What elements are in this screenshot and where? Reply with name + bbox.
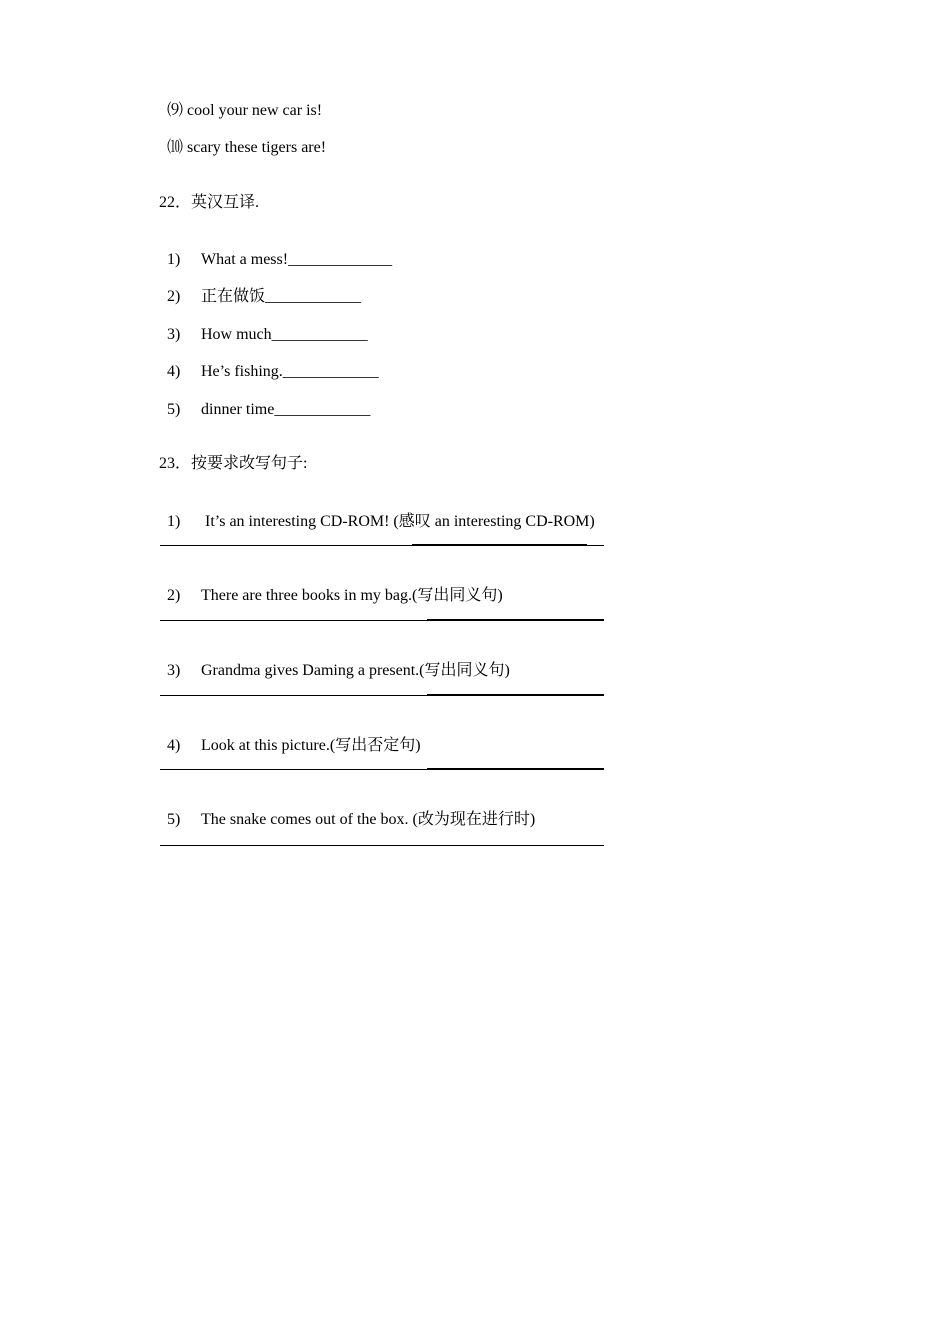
item-number: 1) — [167, 513, 181, 530]
q23-item-5 — [159, 790, 535, 830]
item-text: How much____________ — [201, 326, 368, 343]
q22-item-2 — [159, 267, 361, 307]
question-23-title: 23．按要求改写句子: — [159, 455, 308, 472]
q23-item-2 — [159, 566, 503, 606]
item-number: 1) — [167, 251, 181, 268]
q22-item-3 — [159, 305, 368, 345]
item-number: 2) — [167, 288, 181, 305]
item-number: 4) — [167, 737, 181, 754]
prev-item-9 — [159, 81, 322, 121]
item-text: What a mess!_____________ — [201, 251, 393, 268]
item-number: 2) — [167, 587, 181, 604]
q23-item-1 — [159, 492, 595, 532]
answer-line-segment — [412, 544, 587, 546]
item-number: 3) — [167, 662, 181, 679]
answer-line-segment — [427, 619, 604, 621]
answer-line-1[interactable] — [160, 545, 604, 546]
item-number: 5) — [167, 811, 181, 828]
item-text: dinner time____________ — [201, 401, 371, 418]
answer-line-5[interactable] — [160, 845, 604, 846]
answer-line-segment — [427, 694, 604, 696]
q22-item-1 — [159, 230, 392, 270]
item-number: 3) — [167, 326, 181, 343]
answer-line-segment — [427, 768, 604, 770]
item-text: Look at this picture.(写出否定句) — [201, 737, 421, 754]
item-text: scary these tigers are! — [183, 139, 327, 156]
q22-item-4 — [159, 342, 379, 382]
q22-item-5 — [159, 380, 370, 420]
item-number: 4) — [167, 363, 181, 380]
item-text: cool your new car is! — [183, 102, 323, 119]
item-number: ⑼ — [167, 102, 184, 119]
answer-line-4[interactable] — [160, 769, 604, 770]
item-text: There are three books in my bag.(写出同义句) — [201, 587, 503, 604]
item-text: It’s an interesting CD-ROM! (感叹 an interesting CD-ROM) — [201, 513, 595, 530]
q23-item-4 — [159, 716, 421, 756]
question-22-title: 22．英汉互译. — [159, 194, 260, 211]
answer-line-2[interactable] — [160, 620, 604, 621]
item-text: 正在做饭____________ — [201, 288, 362, 305]
item-text: Grandma gives Daming a present.(写出同义句) — [201, 662, 510, 679]
item-text: He’s fishing.____________ — [201, 363, 379, 380]
item-number: 5) — [167, 401, 181, 418]
prev-item-10 — [159, 118, 326, 158]
q23-item-3 — [159, 641, 510, 681]
item-number: ⑽ — [167, 139, 184, 156]
answer-line-3[interactable] — [160, 695, 604, 696]
item-text: The snake comes out of the box. (改为现在进行时) — [201, 811, 536, 828]
